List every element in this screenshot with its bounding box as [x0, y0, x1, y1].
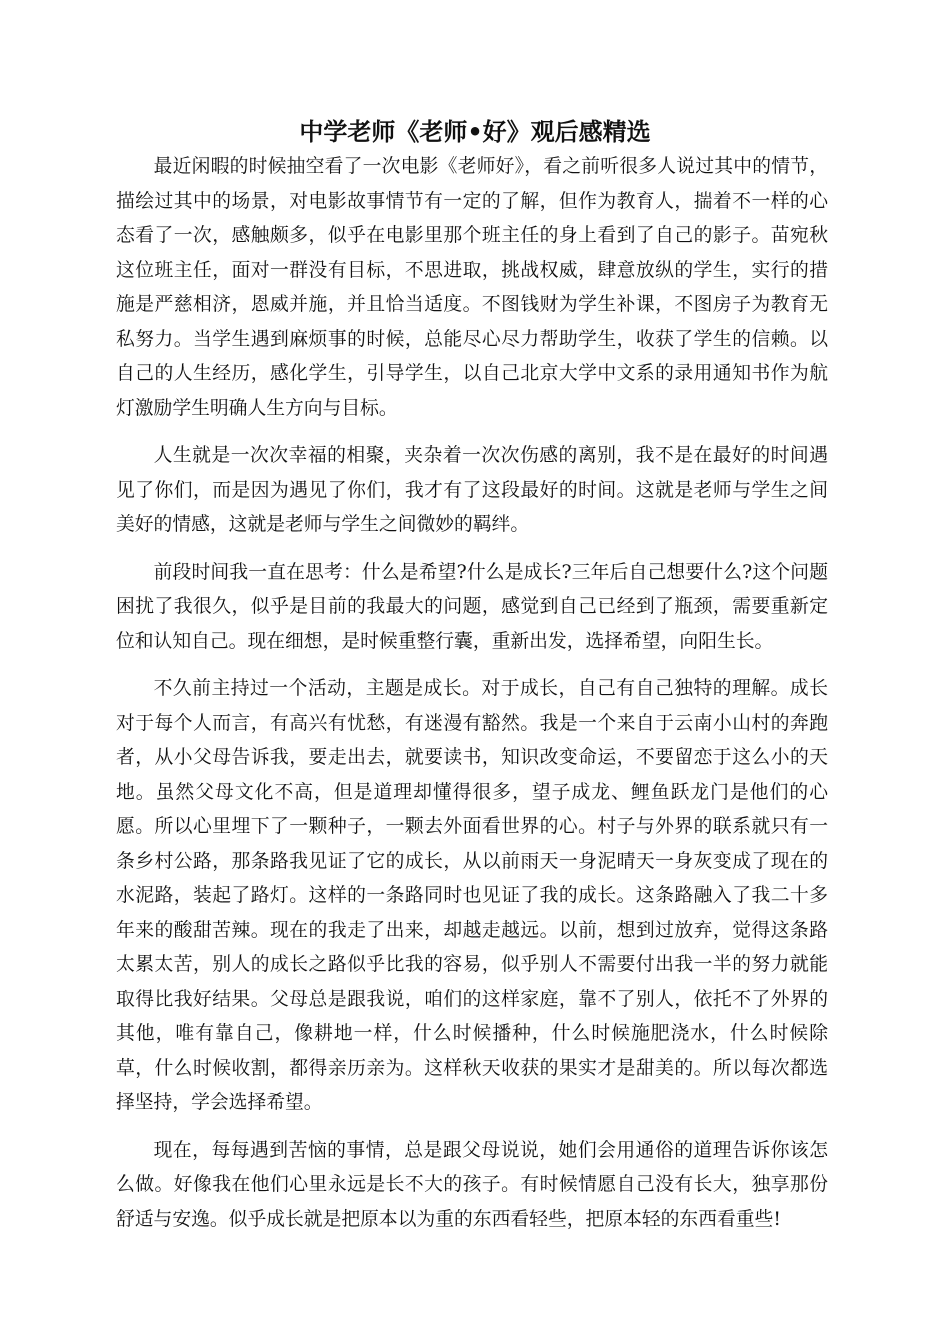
paragraph-5: 现在，每每遇到苦恼的事情，总是跟父母说说，她们会用通俗的道理告诉你该怎么做。好像我在他们心里永远是长不大的孩子。有时候情愿自己没有长大，独享那份舒适与安逸。似乎成长就是把原本以为重的东西看轻些，把原本轻的东西看重些!: [116, 1139, 828, 1230]
paragraph-4: 不久前主持过一个活动，主题是成长。对于成长，自己有自己独特的理解。成长对于每个人而言，有高兴有忧愁，有迷漫有豁然。我是一个来自于云南小山村的奔跑者，从小父母告诉我，要走出去，就要读书，知识改变命运，不要留恋于这么小的天地。虽然父母文化不高，但是道理却懂得很多，望子成龙、鲤鱼跃龙门是他们的心愿。所以心里埋下了一颗种子，一颗去外面看世界的心。村子与外界的联系就只有一条乡村公路，那条路我见证了它的成长，从以前雨天一身泥晴天一身灰变成了现在的水泥路，装起了路灯。这样的一条路同时也见证了我的成长。这条路融入了我二十多年来的酸甜苦辣。现在的我走了出来，却越走越远。以前，想到过放弃，觉得这条路太累太苦，别人的成长之路似乎比我的容易，似乎别人不需要付出我一半的努力就能取得比我好结果。父母总是跟我说，咱们的这样家庭，靠不了别人，依托不了外界的其他，唯有靠自己，像耕地一样，什么时候播种，什么时候施肥浇水，什么时候除草，什么时候收割，都得亲历亲为。这样秋天收获的果实才是甜美的。所以每次都选择坚持，学会选择希望。: [116, 678, 828, 1113]
paragraph-1: 最近闲暇的时候抽空看了一次电影《老师好》，看之前听很多人说过其中的情节，描绘过其中的场景，对电影故事情节有一定的了解，但作为教育人，揣着不一样的心态看了一次，感触颇多，似乎在电影里那个班主任的身上看到了自己的影子。苗宛秋这位班主任，面对一群没有目标，不思进取，挑战权威，肆意放纵的学生，实行的措施是严慈相济，恩威并施，并且恰当适度。不图钱财为学生补课，不图房子为教育无私努力。当学生遇到麻烦事的时候，总能尽心尽力帮助学生，收获了学生的信赖。以自己的人生经历，感化学生，引导学生，以自己北京大学中文系的录用通知书作为航灯激励学生明确人生方向与目标。: [116, 156, 828, 419]
document-body: [116, 150, 828, 1250]
paragraph-2: 人生就是一次次幸福的相聚，夹杂着一次次伤感的离别，我不是在最好的时间遇见了你们，而是因为遇见了你们，我才有了这段最好的时间。这就是老师与学生之间美好的情感，这就是老师与学生之间微妙的羁绊。: [116, 445, 828, 535]
paragraph-3: 前段时间我一直在思考：什么是希望?什么是成长?三年后自己想要什么?这个问题困扰了我很久，似乎是目前的我最大的问题，感觉到自己已经到了瓶颈，需要重新定位和认知自己。现在细想，是时候重整行囊，重新出发，选择希望，向阳生长。: [116, 561, 828, 652]
document-title: 中学老师《老师•好》观后感精选: [299, 118, 651, 146]
